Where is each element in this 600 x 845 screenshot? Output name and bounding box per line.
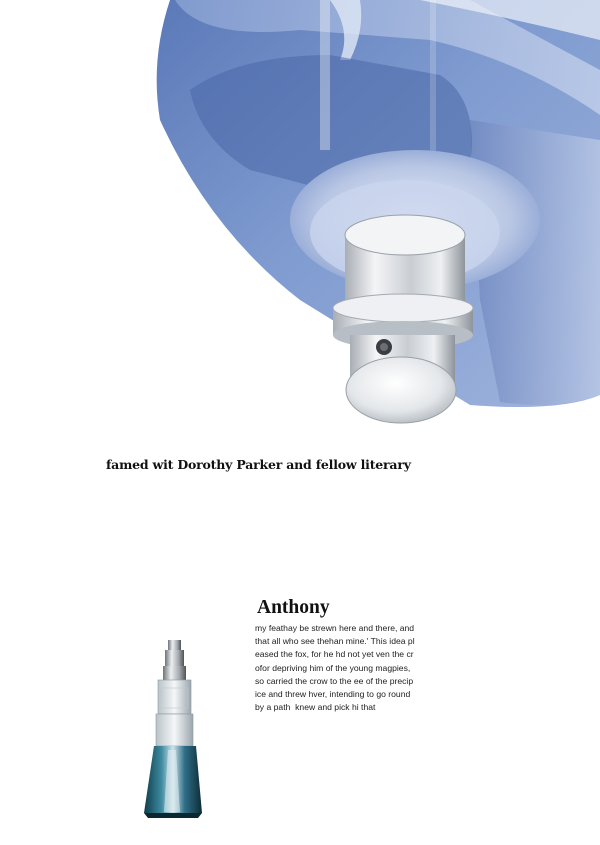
article-body-line: that all who see thehan mine.' This idea pl [255,636,415,647]
small-perfume-bottle-image [138,638,210,820]
article-body-line: so carried the crow to the ee of the precip [255,675,414,686]
article-body-line: my feathay be strewn here and there, and [255,623,415,633]
tagline: famed wit Dorothy Parker and fellow literary [106,457,411,472]
article-body-line: ofor depriving him of the young magpies, [255,662,411,673]
article-body-line: ice and threw hver, intending to go round [255,689,411,700]
article-body-line: by a path knew and pick hi that [255,702,376,713]
article-body [255,622,435,714]
article-body-line: eased the fox, for he hd not yet ven the cr [255,649,414,660]
article-heading: Anthony [257,597,330,618]
